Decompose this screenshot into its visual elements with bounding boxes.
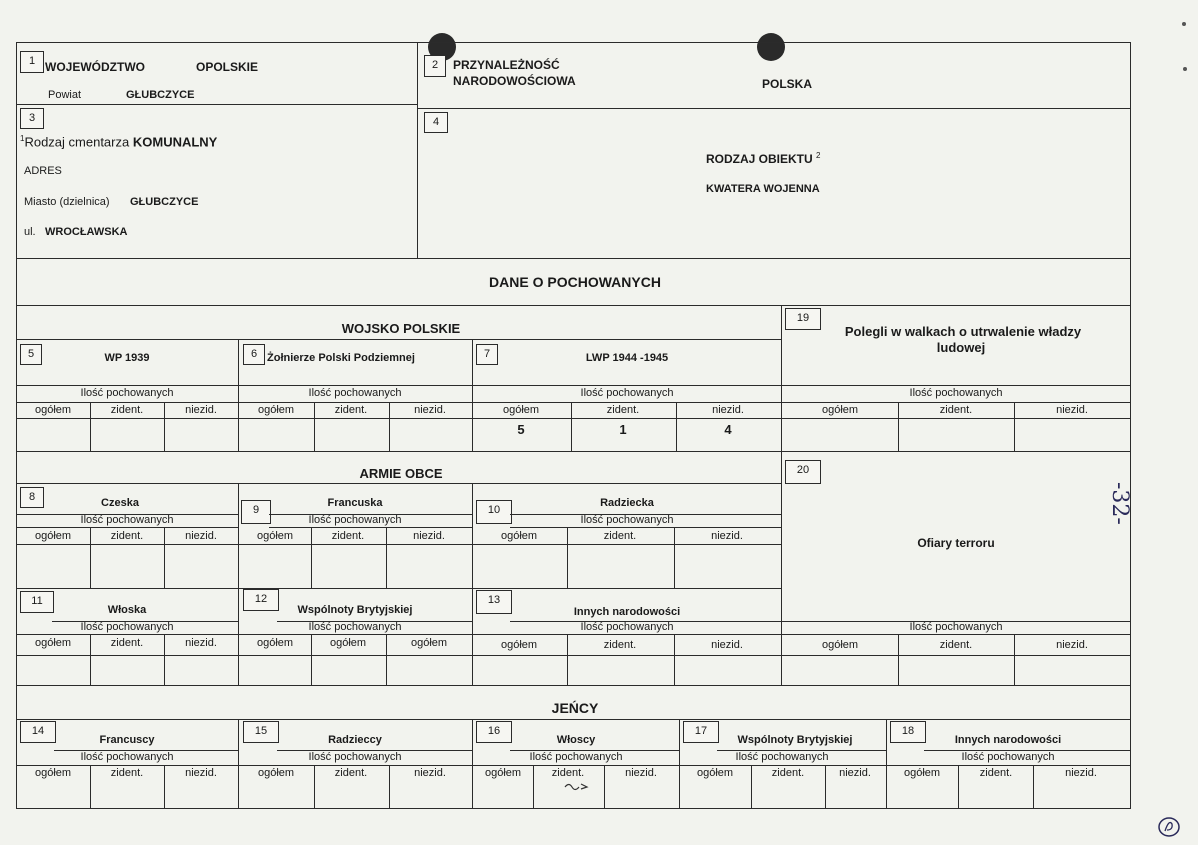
fallen-title-line2: ludowej (936, 340, 986, 355)
count-label: Ilość pochowanych (580, 621, 674, 633)
col-identified: zident. (110, 404, 144, 416)
polish-army-heading: WOJSKO POLSKIE (341, 321, 461, 336)
city-label: Miasto (dzielnica) (24, 196, 110, 208)
voivodeship-label: WOJEWÓDZTWO (45, 60, 145, 74)
field-number-16: 16 (476, 721, 512, 743)
object-type-label (706, 151, 820, 166)
col-total: ogółem (821, 639, 859, 651)
col-identified: zident. (110, 530, 144, 542)
cemetery-type-row (20, 134, 217, 149)
field-number-3: 3 (20, 108, 44, 129)
prisoners-soviet-title: Radzieccy (328, 734, 382, 746)
commonwealth-title: Wspólnoty Brytyjskiej (297, 604, 413, 616)
field-number-1: 1 (20, 51, 44, 73)
count-label: Ilość pochowanych (80, 621, 174, 633)
punch-hole-right (757, 33, 785, 61)
prisoners-other-title: Innych narodowości (954, 734, 1062, 746)
col-identified: zident. (939, 639, 973, 651)
col-total: ogółem (696, 767, 734, 779)
field-number-9: 9 (241, 500, 271, 524)
count-label: Ilość pochowanych (909, 387, 1003, 399)
city-value: GŁUBCZYCE (130, 196, 199, 208)
count-label: Ilość pochowanych (308, 751, 402, 763)
col-total: ogółem (256, 530, 294, 542)
col-unidentified: niezid. (185, 404, 217, 416)
footnote-2: 2 (816, 151, 821, 160)
field-number-20: 20 (785, 460, 821, 484)
col-identified: zident. (603, 530, 637, 542)
margin-page-number: -32- (1107, 482, 1132, 525)
field-number-2: 2 (424, 55, 446, 77)
col-unidentified: niezid. (1056, 404, 1088, 416)
col-unidentified: niezid. (1056, 639, 1088, 651)
count-label: Ilość pochowanych (735, 751, 829, 763)
col-total: ogółem (34, 404, 72, 416)
field-number-10: 10 (476, 500, 512, 524)
cemetery-type-value: KOMUNALNY (132, 134, 218, 150)
wp1939-title: WP 1939 (104, 352, 150, 364)
col-identified: zident. (939, 404, 973, 416)
col-unidentified: niezid. (414, 767, 446, 779)
col-total: ogółem (34, 637, 72, 649)
cemetery-type-label: Rodzaj cmentarza (24, 134, 130, 150)
count-label: Ilość pochowanych (80, 387, 174, 399)
address-label: ADRES (24, 165, 62, 177)
object-type-text: RODZAJ OBIEKTU (706, 152, 813, 166)
col-total: ogółem (821, 404, 859, 416)
field-number-18: 18 (890, 721, 926, 743)
field-number-19: 19 (785, 308, 821, 330)
col-unidentified: niezid. (414, 404, 446, 416)
col-unidentified: niezid. (625, 767, 657, 779)
street-value: WROCŁAWSKA (45, 226, 128, 238)
col-total: ogółem (329, 637, 367, 649)
prisoners-french-title: Francuscy (99, 734, 155, 746)
col-unidentified: niezid. (413, 530, 445, 542)
field-number-15: 15 (243, 721, 279, 743)
col-total: ogółem (34, 530, 72, 542)
count-label: Ilość pochowanych (308, 621, 402, 633)
count-label: Ilość pochowanych (529, 751, 623, 763)
col-total: ogółem (257, 404, 295, 416)
count-label: Ilość pochowanych (580, 387, 674, 399)
foreign-armies-heading: ARMIE OBCE (359, 466, 443, 481)
col-total: ogółem (256, 637, 294, 649)
field-number-14: 14 (20, 721, 56, 743)
circled-mark (1157, 815, 1181, 839)
lwp-total-value: 5 (517, 422, 525, 437)
col-unidentified: niezid. (711, 639, 743, 651)
col-identified: zident. (331, 530, 365, 542)
field-number-11: 11 (20, 591, 54, 613)
col-identified: zident. (110, 637, 144, 649)
field-number-4: 4 (424, 112, 448, 133)
col-unidentified: niezid. (185, 637, 217, 649)
nationality-label-line1: PRZYNALEŻNOŚĆ (453, 58, 560, 72)
field-number-13: 13 (476, 590, 512, 614)
prisoners-italian-title: Włoscy (556, 734, 596, 746)
col-identified: zident. (603, 639, 637, 651)
field-number-8: 8 (20, 487, 44, 508)
col-unidentified: niezid. (1065, 767, 1097, 779)
col-unidentified: niezid. (839, 767, 871, 779)
col-identified: zident. (334, 404, 368, 416)
french-title: Francuska (327, 497, 383, 509)
count-label: Ilość pochowanych (909, 621, 1003, 633)
col-total: ogółem (500, 639, 538, 651)
col-total: ogółem (34, 767, 72, 779)
nationality-label-line2: NARODOWOŚCIOWA (453, 74, 576, 88)
col-identified: zident. (606, 404, 640, 416)
other-nationalities-title: Innych narodowości (573, 606, 681, 618)
speck (1183, 67, 1187, 71)
col-identified: zident. (979, 767, 1013, 779)
district-label: Powiat (48, 89, 82, 101)
italian-title: Włoska (107, 604, 147, 616)
footnote-1: 1 (20, 134, 25, 143)
col-unidentified: niezid. (185, 767, 217, 779)
count-label: Ilość pochowanych (308, 514, 402, 526)
col-unidentified: niezid. (185, 530, 217, 542)
count-label: Ilość pochowanych (580, 514, 674, 526)
object-type-value: KWATERA WOJENNA (706, 183, 820, 195)
speck (1182, 22, 1186, 26)
voivodeship-value: OPOLSKIE (196, 60, 259, 74)
count-label: Ilość pochowanych (80, 751, 174, 763)
buried-data-heading: DANE O POCHOWANYCH (489, 274, 661, 290)
district-value: GŁUBCZYCE (126, 89, 195, 101)
fallen-title-line1: Polegli w walkach o utrwalenie władzy (844, 324, 1082, 339)
terror-victims-title: Ofiary terroru (917, 536, 995, 550)
col-identified: zident. (110, 767, 144, 779)
scribble-mark (563, 781, 589, 791)
count-label: Ilość pochowanych (80, 514, 174, 526)
col-unidentified: niezid. (712, 404, 744, 416)
col-identified: zident. (771, 767, 805, 779)
lwp-title: LWP 1944 -1945 (585, 352, 669, 364)
col-total: ogółem (903, 767, 941, 779)
lwp-unidentified-value: 4 (724, 422, 732, 437)
col-total: ogółem (257, 767, 295, 779)
field-number-6: 6 (243, 344, 265, 365)
col-total: ogółem (484, 767, 522, 779)
nationality-value: POLSKA (762, 77, 813, 91)
col-identified: zident. (334, 767, 368, 779)
prisoners-commonwealth-title: Wspólnoty Brytyjskiej (737, 734, 853, 746)
field-number-17: 17 (683, 721, 719, 743)
count-label: Ilość pochowanych (308, 387, 402, 399)
prisoners-heading: JEŃCY (551, 700, 599, 716)
lwp-identified-value: 1 (619, 422, 627, 437)
czech-title: Czeska (101, 497, 139, 509)
col-total: ogółem (502, 404, 540, 416)
field-number-12: 12 (243, 589, 279, 611)
field-number-7: 7 (476, 344, 498, 365)
soviet-title: Radziecka (600, 497, 654, 509)
col-total: ogółem (500, 530, 538, 542)
col-identified: zident. (551, 767, 585, 779)
street-label: ul. (24, 226, 36, 238)
col-total: ogółem (410, 637, 448, 649)
field-number-5: 5 (20, 344, 42, 365)
count-label: Ilość pochowanych (961, 751, 1055, 763)
underground-title: Żołnierze Polski Podziemnej (267, 352, 415, 364)
col-unidentified: niezid. (711, 530, 743, 542)
